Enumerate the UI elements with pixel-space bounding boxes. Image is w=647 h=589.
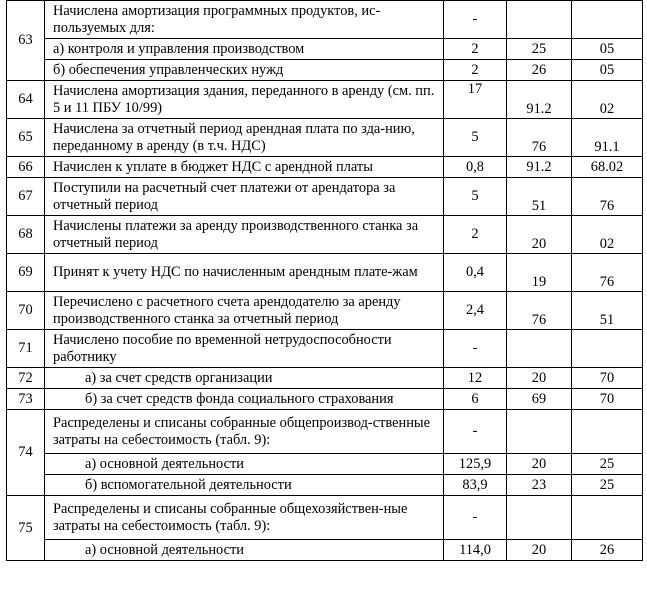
row-number: 75 <box>7 496 45 561</box>
table-row <box>7 216 643 254</box>
row-credit <box>572 1 643 39</box>
row-number: 74 <box>7 410 45 496</box>
row-debit: 20 <box>507 540 572 561</box>
row-amount: 6 <box>444 389 507 410</box>
row-debit: 91.2 <box>507 157 572 178</box>
row-description: Начислен к уплате в бюджет НДС с арендной платы <box>45 157 444 178</box>
row-amount: 83,9 <box>444 475 507 496</box>
table-row <box>7 475 643 496</box>
row-credit: 02 <box>572 81 643 119</box>
row-amount: - <box>444 496 507 540</box>
row-amount: 0,8 <box>444 157 507 178</box>
row-description: Начислена амортизация программных продуктов, ис-пользуемых для: <box>45 1 444 39</box>
row-debit: 91.2 <box>507 81 572 119</box>
row-credit: 02 <box>572 216 643 254</box>
row-amount: 114,0 <box>444 540 507 561</box>
table-row <box>7 254 643 292</box>
row-credit: 51 <box>572 292 643 330</box>
table-row <box>7 1 643 39</box>
row-debit: 23 <box>507 475 572 496</box>
row-credit: 76 <box>572 178 643 216</box>
table-row <box>7 292 643 330</box>
row-debit: 20 <box>507 216 572 254</box>
row-number: 67 <box>7 178 45 216</box>
row-number: 65 <box>7 119 45 157</box>
row-description: Распределены и списаны собранные общехозяйствен-ные затраты на себестоимость (табл. 9): <box>45 496 444 540</box>
table-row <box>7 178 643 216</box>
row-amount: 5 <box>444 178 507 216</box>
row-description: б) за счет средств фонда социального страхования <box>45 389 444 410</box>
table-row <box>7 157 643 178</box>
row-number: 71 <box>7 330 45 368</box>
row-debit: 69 <box>507 389 572 410</box>
row-amount: - <box>444 410 507 454</box>
row-number: 63 <box>7 1 45 81</box>
table-row <box>7 60 643 81</box>
row-amount: 125,9 <box>444 454 507 475</box>
row-debit: 20 <box>507 368 572 389</box>
row-credit: 68.02 <box>572 157 643 178</box>
row-debit: 76 <box>507 292 572 330</box>
row-amount: - <box>444 1 507 39</box>
row-debit <box>507 330 572 368</box>
row-number: 68 <box>7 216 45 254</box>
table-row <box>7 540 643 561</box>
row-credit: 70 <box>572 368 643 389</box>
table-row <box>7 389 643 410</box>
row-description: Перечислено с расчетного счета арендодателю за аренду производственного станка за отчетный период <box>45 292 444 330</box>
posting-journal <box>6 0 642 561</box>
row-credit: 25 <box>572 454 643 475</box>
row-description: Начислена амортизация здания, переданного в аренду (см. пп. 5 и 11 ПБУ 10/99) <box>45 81 444 119</box>
row-debit: 20 <box>507 454 572 475</box>
row-debit <box>507 1 572 39</box>
row-debit <box>507 410 572 454</box>
table-row <box>7 410 643 454</box>
row-credit: 05 <box>572 39 643 60</box>
row-debit: 25 <box>507 39 572 60</box>
row-debit: 76 <box>507 119 572 157</box>
row-credit: 70 <box>572 389 643 410</box>
row-number: 70 <box>7 292 45 330</box>
row-credit: 25 <box>572 475 643 496</box>
row-amount: 12 <box>444 368 507 389</box>
row-description: Принят к учету НДС по начисленным арендным плате-жам <box>45 254 444 292</box>
row-description: а) контроля и управления производством <box>45 39 444 60</box>
row-description: Начислена за отчетный период арендная плата по зда-нию, переданному в аренду (в т.ч. НДС) <box>45 119 444 157</box>
row-number: 73 <box>7 389 45 410</box>
row-number: 66 <box>7 157 45 178</box>
table-row <box>7 39 643 60</box>
row-description: Начислено пособие по временной нетрудоспособности работнику <box>45 330 444 368</box>
row-credit <box>572 410 643 454</box>
row-description: б) вспомогательной деятельности <box>45 475 444 496</box>
table-row <box>7 496 643 540</box>
row-amount: 2,4 <box>444 292 507 330</box>
table-row <box>7 81 643 119</box>
row-credit <box>572 496 643 540</box>
row-credit: 91.1 <box>572 119 643 157</box>
table-row <box>7 330 643 368</box>
row-description: а) основной деятельности <box>45 454 444 475</box>
row-debit: 51 <box>507 178 572 216</box>
row-debit: 26 <box>507 60 572 81</box>
table-row <box>7 454 643 475</box>
row-debit <box>507 496 572 540</box>
row-credit: 05 <box>572 60 643 81</box>
row-credit: 76 <box>572 254 643 292</box>
table-row <box>7 119 643 157</box>
row-number: 64 <box>7 81 45 119</box>
row-credit: 26 <box>572 540 643 561</box>
row-description: Начислены платежи за аренду производственного станка за отчетный период <box>45 216 444 254</box>
row-description: б) обеспечения управленческих нужд <box>45 60 444 81</box>
row-amount: 17 <box>444 81 507 119</box>
row-number: 72 <box>7 368 45 389</box>
row-number: 69 <box>7 254 45 292</box>
row-amount: 0,4 <box>444 254 507 292</box>
row-description: а) за счет средств организации <box>45 368 444 389</box>
row-amount: 5 <box>444 119 507 157</box>
row-credit <box>572 330 643 368</box>
table-row <box>7 368 643 389</box>
row-amount: - <box>444 330 507 368</box>
row-description: а) основной деятельности <box>45 540 444 561</box>
transactions-table <box>6 0 643 561</box>
row-amount: 2 <box>444 39 507 60</box>
row-amount: 2 <box>444 60 507 81</box>
row-description: Распределены и списаны собранные общепроизвод-ственные затраты на себестоимость (табл. 9): <box>45 410 444 454</box>
row-amount: 2 <box>444 216 507 254</box>
row-description: Поступили на расчетный счет платежи от арендатора за отчетный период <box>45 178 444 216</box>
row-debit: 19 <box>507 254 572 292</box>
